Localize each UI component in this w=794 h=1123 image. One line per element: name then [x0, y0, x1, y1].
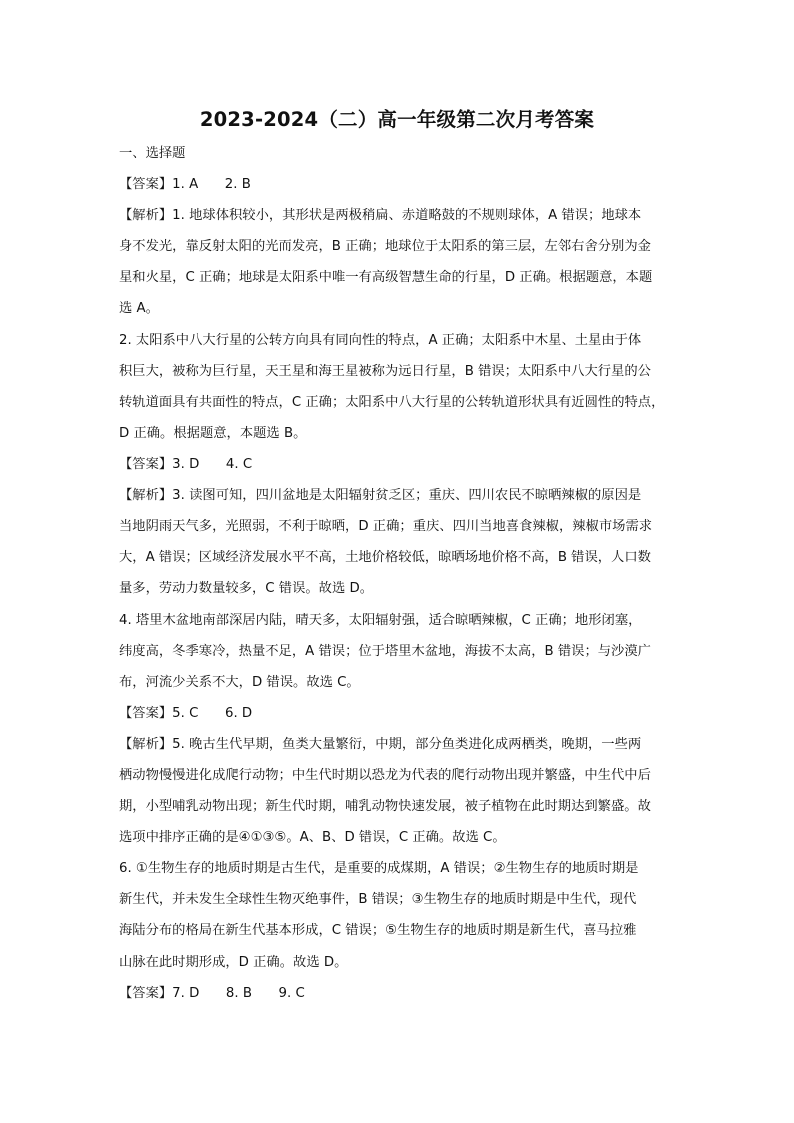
text-line: 【解析】5. 晚古生代早期，鱼类大量繁衍，中期，部分鱼类进化成两栖类，晚期，一些两 [119, 737, 642, 752]
text-line: 栖动物慢慢进化成爬行动物；中生代时期以恐龙为代表的爬行动物出现并繁盛，中生代中后 [119, 768, 651, 783]
text-line: 2. 太阳系中八大行星的公转方向具有同向性的特点，A 正确；太阳系中木星、土星由于体 [119, 333, 642, 348]
page-title: 2023-2024（二）高一年级第二次月考答案 [199, 108, 595, 131]
text-line: 新生代，并未发生全球性生物灭绝事件，B 错误；③生物生存的地质时期是中生代，现代 [119, 892, 637, 907]
text-line: D 正确。根据题意，本题选 B。 [119, 426, 307, 441]
text-line: 一、选择题 [119, 146, 186, 161]
text-line: 【答案】5. C 6. D [119, 706, 253, 721]
text-line: 转轨道面具有共面性的特点，C 正确；太阳系中八大行星的公转轨道形状具有近圆性的特点， [119, 395, 665, 410]
text-line: 星和火星，C 正确；地球是太阳系中唯一有高级智慧生命的行星，D 正确。根据题意，本题 [119, 270, 653, 285]
text-line: 积巨大，被称为巨行星，天王星和海王星被称为远日行星，B 错误；太阳系中八大行星的公 [119, 364, 651, 379]
text-line: 量多，劳动力数量较多，C 错误。故选 D。 [119, 581, 374, 596]
text-line: 大，A 错误；区域经济发展水平不高，土地价格较低，晾晒场地价格不高，B 错误，人口数 [119, 550, 651, 565]
text-line: 【解析】1. 地球体积较小，其形状是两极稍扁、赤道略鼓的不规则球体，A 错误；地球本 [119, 208, 642, 223]
text-line: 当地阴雨天气多，光照弱，不利于晾晒，D 正确；重庆、四川当地喜食辣椒，辣椒市场需求 [119, 519, 653, 534]
text-line: 身不发光，靠反射太阳的光而发亮，B 正确；地球位于太阳系的第三层，左邻右舍分别为金 [119, 239, 651, 254]
text-line: 6. ①生物生存的地质时期是古生代，是重要的成煤期，A 错误；②生物生存的地质时期是 [119, 861, 639, 876]
text-line: 选项中排序正确的是④①③⑤。A、B、D 错误，C 正确。故选 C。 [119, 830, 506, 845]
text-line: 山脉在此时期形成，D 正确。故选 D。 [119, 955, 348, 970]
text-line: 期，小型哺乳动物出现；新生代时期，哺乳动物快速发展，被子植物在此时期达到繁盛。故 [119, 799, 651, 814]
text-line: 【答案】1. A 2. B [119, 177, 251, 192]
text-line: 【答案】3. D 4. C [119, 457, 253, 472]
text-line: 海陆分布的格局在新生代基本形成，C 错误；⑤生物生存的地质时期是新生代，喜马拉雅 [119, 923, 637, 938]
text-line: 选 A。 [119, 301, 159, 316]
text-line: 4. 塔里木盆地南部深居内陆，晴天多，太阳辐射强，适合晾晒辣椒，C 正确；地形闭塞， [119, 613, 642, 628]
text-line: 布，河流少关系不大，D 错误。故选 C。 [119, 675, 360, 690]
text-line: 纬度高，冬季寒冷，热量不足，A 错误；位于塔里木盆地，海拔不太高，B 错误；与沙漠广 [119, 644, 651, 659]
text-line: 【解析】3. 读图可知，四川盆地是太阳辐射贫乏区；重庆、四川农民不晾晒辣椒的原因是 [119, 488, 642, 503]
text-line: 【答案】7. D 8. B 9. C [119, 986, 305, 1001]
